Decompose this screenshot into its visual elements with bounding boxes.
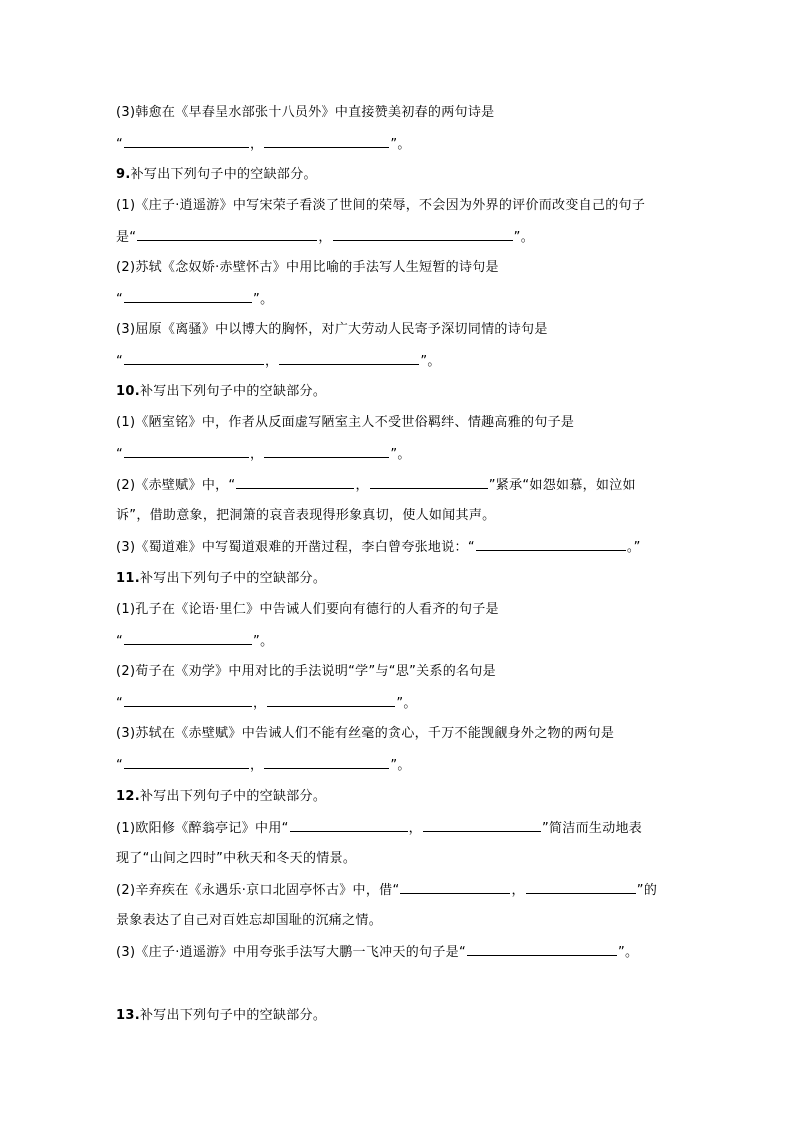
q9-item3-answer-line — [116, 351, 441, 372]
close-quote: 。” — [626, 540, 641, 555]
question-title: 补写出下列句子中的空缺部分。 — [139, 789, 327, 804]
suffix: ”简洁而生动地表 — [541, 821, 643, 836]
q9-item1-answer-line — [116, 227, 534, 248]
comma: ， — [511, 883, 525, 898]
close-quote: ”。 — [513, 230, 534, 245]
answer-blank-1[interactable] — [124, 351, 264, 365]
question-number: 12. — [116, 789, 140, 804]
open-quote: “ — [116, 758, 124, 773]
answer-blank-2[interactable] — [264, 134, 389, 148]
open-quote: “ — [116, 137, 124, 152]
q11-item1-answer-line — [116, 631, 273, 652]
q11-item3-answer-line — [116, 755, 411, 776]
close-quote: ”。 — [420, 354, 441, 369]
q8-item3-answer-line — [116, 134, 411, 155]
q9-item2-prompt: (2)苏轼《念奴娇·赤壁怀古》中用比喻的手法写人生短暂的诗句是 — [116, 260, 499, 275]
q10-item3-line — [116, 537, 641, 558]
answer-blank-1[interactable] — [400, 880, 510, 894]
answer-blank-1[interactable] — [137, 227, 317, 241]
q12-item3-line — [116, 942, 638, 963]
close-quote: ”。 — [396, 696, 417, 711]
open-quote: “ — [116, 292, 124, 307]
answer-blank-1[interactable] — [124, 631, 252, 645]
answer-blank-1[interactable] — [124, 134, 249, 148]
q10-item2-line — [116, 475, 636, 496]
question-11-heading — [116, 569, 326, 589]
question-title: 补写出下列句子中的空缺部分。 — [139, 1008, 327, 1023]
question-9-heading — [116, 165, 317, 185]
answer-blank-2[interactable] — [267, 693, 395, 707]
q9-item2-answer-line — [116, 289, 273, 310]
prefix: (3)《蜀道难》中写蜀道艰难的开凿过程，李白曾夸张地说：“ — [116, 540, 475, 555]
question-title: 补写出下列句子中的空缺部分。 — [139, 384, 327, 399]
close-quote: ”。 — [617, 945, 639, 960]
answer-blank-1[interactable] — [124, 755, 249, 769]
comma: ， — [355, 478, 369, 493]
comma: ， — [250, 447, 264, 462]
answer-blank-2[interactable] — [526, 880, 636, 894]
comma: ， — [265, 354, 279, 369]
q11-item2-answer-line — [116, 693, 417, 714]
suffix: ”的 — [636, 883, 658, 898]
question-title: 补写出下列句子中的空缺部分。 — [139, 571, 327, 586]
prefix: (3)《庄子·逍遥游》中用夸张手法写大鹏一飞冲天的句子是“ — [116, 945, 466, 960]
comma: ， — [253, 696, 267, 711]
answer-blank-1[interactable] — [124, 693, 252, 707]
comma: ， — [318, 230, 332, 245]
question-13-heading — [116, 1006, 326, 1026]
q12-item1-line — [116, 818, 642, 839]
close-quote: ”。 — [390, 137, 411, 152]
question-12-heading — [116, 787, 326, 807]
prefix: (1)欧阳修《醉翁亭记》中用“ — [116, 821, 289, 836]
answer-blank-1[interactable] — [236, 475, 354, 489]
q11-item2-prompt: (2)荀子在《劝学》中用对比的手法说明“学”与“思”关系的名句是 — [116, 664, 496, 679]
open-quote: “ — [116, 634, 124, 649]
prefix: (2)《赤壁赋》中，“ — [116, 478, 236, 493]
close-quote: ”。 — [253, 634, 274, 649]
comma: ， — [408, 821, 422, 836]
question-number: 10. — [116, 384, 140, 399]
question-10-heading — [116, 382, 326, 402]
answer-blank-2[interactable] — [370, 475, 488, 489]
answer-blank-1[interactable] — [124, 444, 249, 458]
q11-item3-prompt: (3)苏轼在《赤壁赋》中告诫人们不能有丝毫的贪心，千万不能觊觎身外之物的两句是 — [116, 726, 615, 741]
q8-item3-prompt: (3)韩愈在《早春呈水部张十八员外》中直接赞美初春的两句诗是 — [116, 105, 495, 120]
answer-blank-1[interactable] — [476, 537, 626, 551]
answer-blank-2[interactable] — [279, 351, 419, 365]
q12-item2-continuation: 景象表达了自己对百姓忘却国耻的沉痛之情。 — [116, 913, 383, 928]
q12-item2-line — [116, 880, 657, 901]
answer-blank-1[interactable] — [290, 818, 408, 832]
answer-blank-2[interactable] — [423, 818, 541, 832]
comma: ， — [250, 758, 264, 773]
close-quote: ”。 — [253, 292, 274, 307]
prefix: 是“ — [116, 230, 137, 245]
q10-item2-continuation: 诉”，借助意象，把洞箫的哀音表现得形象真切，使人如闻其声。 — [116, 508, 496, 523]
q9-item3-prompt: (3)屈原《离骚》中以博大的胸怀，对广大劳动人民寄予深切同情的诗句是 — [116, 322, 548, 337]
question-number: 11. — [116, 571, 140, 586]
q9-item1-prompt: (1)《庄子·逍遥游》中写宋荣子看淡了世间的荣辱，不会因为外界的评价而改变自己的句子 — [116, 198, 646, 213]
close-quote: ”。 — [390, 447, 411, 462]
open-quote: “ — [116, 354, 124, 369]
q11-item1-prompt: (1)孔子在《论语·里仁》中告诫人们要向有德行的人看齐的句子是 — [116, 602, 499, 617]
question-number: 9. — [116, 167, 131, 182]
q10-item1-answer-line — [116, 444, 411, 465]
answer-blank-1[interactable] — [467, 942, 617, 956]
close-quote: ”。 — [390, 758, 411, 773]
open-quote: “ — [116, 696, 124, 711]
open-quote: “ — [116, 447, 124, 462]
suffix: ”紧承“如怨如慕，如泣如 — [488, 478, 636, 493]
prefix: (2)辛弃疾在《永遇乐·京口北固亭怀古》中，借“ — [116, 883, 400, 898]
q10-item1-prompt: (1)《陋室铭》中，作者从反面虚写陋室主人不受世俗羁绊、情趣高雅的句子是 — [116, 415, 575, 430]
answer-blank-1[interactable] — [124, 289, 252, 303]
answer-blank-2[interactable] — [264, 444, 389, 458]
question-number: 13. — [116, 1008, 140, 1023]
question-title: 补写出下列句子中的空缺部分。 — [130, 167, 317, 182]
q12-item1-continuation: 现了“山间之四时”中秋天和冬天的情景。 — [116, 851, 357, 866]
answer-blank-2[interactable] — [264, 755, 389, 769]
comma: ， — [250, 137, 264, 152]
answer-blank-2[interactable] — [333, 227, 513, 241]
